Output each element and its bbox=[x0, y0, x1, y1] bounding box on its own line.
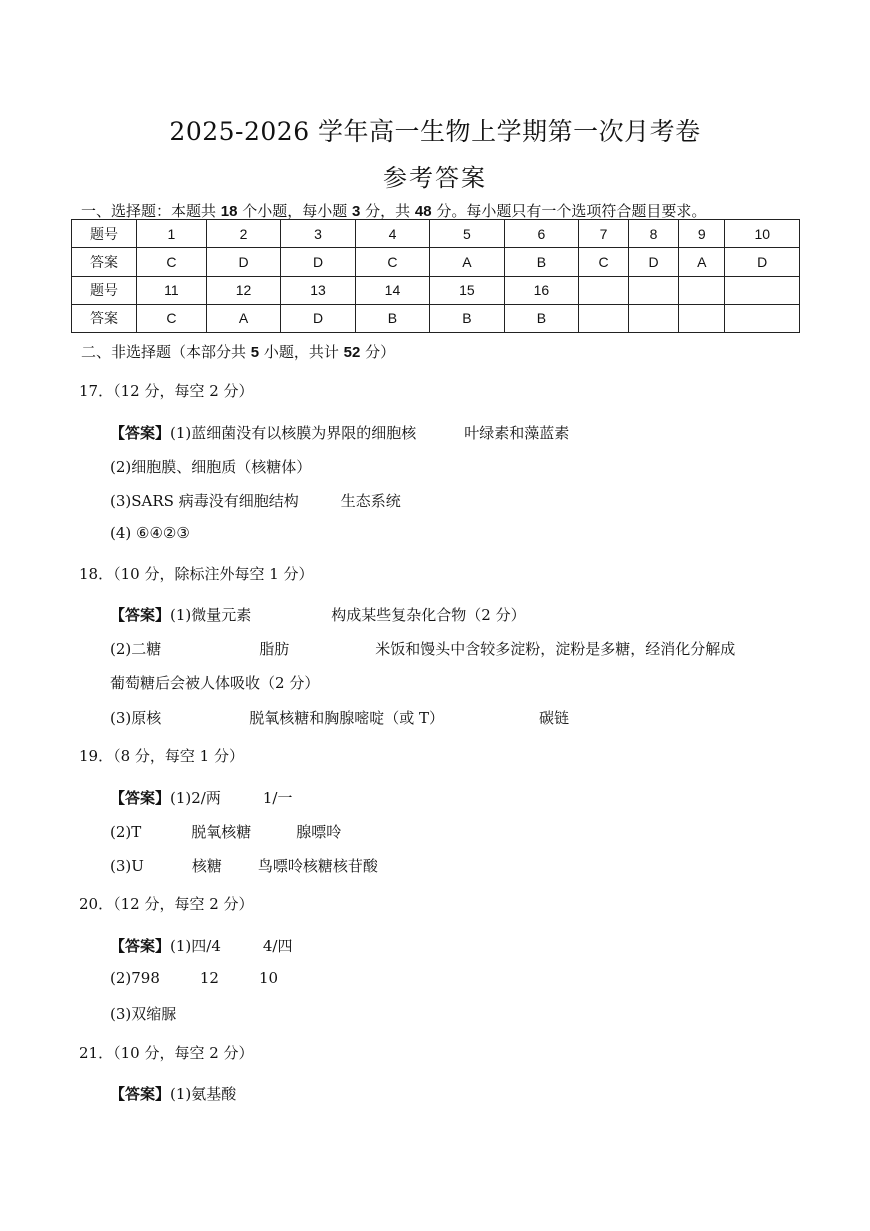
table-cell: B bbox=[430, 304, 504, 332]
table-row-numbers-1 bbox=[72, 220, 800, 248]
table-cell: C bbox=[579, 248, 629, 276]
q18-a2d: 葡萄糖后会被人体吸收（2 分） bbox=[110, 674, 320, 692]
q19-a2: (2)T bbox=[110, 823, 142, 841]
table-cell: B bbox=[355, 304, 429, 332]
table-cell: 1 bbox=[137, 220, 207, 248]
section2-total: 52 bbox=[343, 344, 361, 361]
table-cell: D bbox=[629, 248, 679, 276]
q19-answer-line-3 bbox=[110, 855, 378, 876]
q18-header: 18．（10 分，除标注外每空 1 分） bbox=[79, 565, 314, 583]
q21-a1: (1)氨基酸 bbox=[170, 1085, 237, 1103]
table-cell: A bbox=[206, 304, 280, 332]
table-cell: 10 bbox=[725, 220, 800, 248]
q20-a3: (3)双缩脲 bbox=[110, 1005, 177, 1023]
q17-a3b: 生态系统 bbox=[340, 492, 401, 510]
answer-tag: 【答案】 bbox=[110, 424, 171, 442]
row-label: 题号 bbox=[72, 220, 137, 248]
table-cell: C bbox=[355, 248, 429, 276]
table-cell: A bbox=[679, 248, 725, 276]
table-cell: 2 bbox=[206, 220, 280, 248]
q18-a2: (2)二糖 bbox=[110, 640, 162, 658]
section2-suffix: 分） bbox=[360, 343, 396, 361]
table-row-answers-2 bbox=[72, 304, 800, 332]
section1-suffix: 分。每小题只有一个选项符合题目要求。 bbox=[431, 202, 707, 220]
q17-answer-line-1 bbox=[110, 422, 569, 443]
q19-a1: (1)2/两 bbox=[170, 789, 221, 807]
answer-tag: 【答案】 bbox=[110, 789, 171, 807]
q21-answer-line-1 bbox=[110, 1083, 236, 1104]
table-cell bbox=[629, 304, 679, 332]
q17-header: 17．（12 分，每空 2 分） bbox=[79, 382, 254, 400]
q18-answer-line-1 bbox=[110, 604, 526, 625]
q20-a2: (2)798 bbox=[110, 969, 160, 987]
section2-heading bbox=[81, 341, 395, 362]
table-cell: 15 bbox=[430, 276, 504, 304]
q19-a1b: 1/一 bbox=[262, 789, 293, 807]
q17-answer-line-3 bbox=[110, 490, 401, 511]
table-cell bbox=[579, 304, 629, 332]
section1-per-score: 3 bbox=[352, 203, 361, 220]
section1-heading bbox=[81, 200, 706, 221]
answer-tag: 【答案】 bbox=[110, 1085, 171, 1103]
answer-tag: 【答案】 bbox=[110, 937, 171, 955]
row-label: 题号 bbox=[72, 276, 137, 304]
q18-a2c: 米饭和馒头中含较多淀粉，淀粉是多糖，经消化分解成 bbox=[375, 640, 736, 658]
q21-header: 21．（10 分，每空 2 分） bbox=[79, 1044, 254, 1062]
q17-a3: (3)SARS 病毒没有细胞结构 bbox=[110, 492, 299, 510]
row-label: 答案 bbox=[72, 248, 137, 276]
table-cell: 9 bbox=[679, 220, 725, 248]
table-cell bbox=[679, 276, 725, 304]
section2-prefix: 二、非选择题（本部分共 bbox=[81, 343, 251, 361]
table-cell bbox=[579, 276, 629, 304]
q19-answer-line-2 bbox=[110, 821, 341, 842]
table-cell bbox=[725, 276, 800, 304]
table-cell bbox=[725, 304, 800, 332]
q17-a4: (4) ⑥④②③ bbox=[110, 524, 190, 542]
q18-answer-line-2 bbox=[110, 638, 735, 659]
q20-a1: (1)四/4 bbox=[170, 937, 221, 955]
table-cell: C bbox=[137, 304, 207, 332]
page-title: 2025-2026 学年高一生物上学期第一次月考卷 bbox=[169, 117, 701, 146]
q18-a1b: 构成某些复杂化合物（2 分） bbox=[331, 606, 526, 624]
q19-a3: (3)U bbox=[110, 857, 144, 875]
table-cell bbox=[679, 304, 725, 332]
answer-tag: 【答案】 bbox=[110, 606, 171, 624]
table-cell: 6 bbox=[504, 220, 578, 248]
q18-a3c: 碳链 bbox=[539, 709, 570, 727]
q20-a1b: 4/四 bbox=[262, 937, 293, 955]
table-cell: 13 bbox=[281, 276, 355, 304]
section1-total: 48 bbox=[414, 203, 432, 220]
table-cell: A bbox=[430, 248, 504, 276]
q18-a1: (1)微量元素 bbox=[170, 606, 252, 624]
q17-a1: (1)蓝细菌没有以核膜为界限的细胞核 bbox=[170, 424, 417, 442]
page-subtitle: 参考答案 bbox=[383, 164, 487, 192]
q19-header: 19．（8 分，每空 1 分） bbox=[79, 747, 244, 765]
table-cell: C bbox=[137, 248, 207, 276]
table-cell: 16 bbox=[504, 276, 578, 304]
q19-a3b: 核糖 bbox=[191, 857, 222, 875]
q20-answer-line-1 bbox=[110, 935, 292, 956]
table-cell: D bbox=[206, 248, 280, 276]
table-cell: 11 bbox=[137, 276, 207, 304]
q18-a2b: 脂肪 bbox=[259, 640, 290, 658]
section2-mid: 小题，共计 bbox=[259, 343, 344, 361]
table-cell: 3 bbox=[281, 220, 355, 248]
row-label: 答案 bbox=[72, 304, 137, 332]
q18-a3: (3)原核 bbox=[110, 709, 162, 727]
q19-a3c: 鸟嘌呤核糖核苷酸 bbox=[257, 857, 378, 875]
table-cell: 14 bbox=[355, 276, 429, 304]
table-cell: D bbox=[725, 248, 800, 276]
q19-answer-line-1 bbox=[110, 787, 292, 808]
table-cell bbox=[629, 276, 679, 304]
q20-a2b: 12 bbox=[199, 969, 219, 987]
q18-answer-line-3 bbox=[110, 707, 569, 728]
table-cell: D bbox=[281, 248, 355, 276]
section2-count: 5 bbox=[250, 344, 260, 361]
section1-mid2: 分，共 bbox=[360, 202, 415, 220]
section1-num-q: 18 bbox=[220, 203, 238, 220]
q17-a2: (2)细胞膜、细胞质（核糖体） bbox=[110, 458, 312, 476]
q20-a2c: 10 bbox=[258, 969, 279, 987]
table-cell: 12 bbox=[206, 276, 280, 304]
table-cell: 7 bbox=[579, 220, 629, 248]
table-cell: 8 bbox=[629, 220, 679, 248]
q19-a2c: 腺嘌呤 bbox=[296, 823, 342, 841]
table-row-answers-1 bbox=[72, 248, 800, 276]
q17-a1b: 叶绿素和藻蓝素 bbox=[464, 424, 570, 442]
table-cell: 5 bbox=[430, 220, 504, 248]
table-cell: D bbox=[281, 304, 355, 332]
q20-header: 20．（12 分，每空 2 分） bbox=[79, 895, 254, 913]
table-row-numbers-2 bbox=[72, 276, 800, 304]
section1-mid1: 个小题，每小题 bbox=[237, 202, 353, 220]
table-cell: B bbox=[504, 248, 578, 276]
table-cell: 4 bbox=[355, 220, 429, 248]
q19-a2b: 脱氧核糖 bbox=[191, 823, 252, 841]
q18-a3b: 脱氧核糖和胸腺嘧啶（或 T） bbox=[249, 709, 445, 727]
q20-answer-line-2 bbox=[110, 969, 278, 987]
answer-table bbox=[71, 219, 800, 333]
section1-prefix: 一、选择题：本题共 bbox=[81, 202, 221, 220]
table-cell: B bbox=[504, 304, 578, 332]
